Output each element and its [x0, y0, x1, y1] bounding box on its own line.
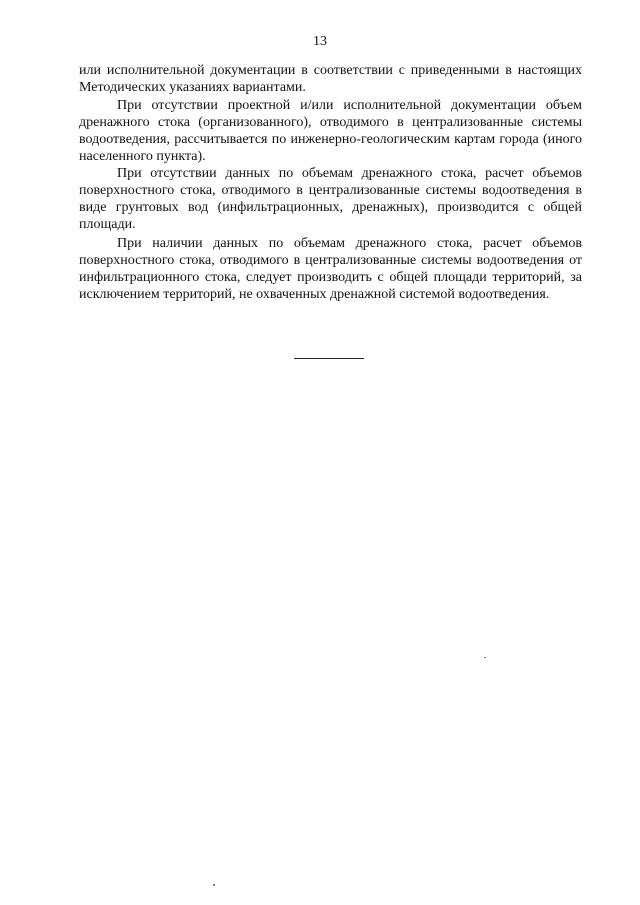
end-of-text-rule	[294, 358, 364, 359]
page-number: 13	[313, 34, 327, 49]
scan-speck	[484, 657, 486, 658]
scan-speck	[213, 884, 215, 886]
paragraph-with-drainage-data: При наличии данных по объемам дренажного стока, расчет объемов поверхностного стока, отводимого в централизованные системы водоотведения от инфильтрационного стока, следует производить с общей площади территорий, за исключением территорий, не охваченных дренажной системой водоотведения.	[79, 236, 582, 303]
paragraph-no-project-docs: При отсутствии проектной и/или исполнительной документации объем дренажного стока (организованного), отводимого в централизованные системы водоотведения, рассчитывается по инженерно-геологическим картам города (иного населенного пункта).	[79, 98, 582, 165]
paragraph-continuation: или исполнительной документации в соответствии с приведенными в настоящих Методических указаниях вариантами.	[79, 63, 582, 96]
paragraph-no-drainage-data: При отсутствии данных по объемам дренажного стока, расчет объемов поверхностного стока, отводимого в централизованные системы водоотведения в виде грунтовых вод (инфильтрационных, дренажных), производится с общей площади.	[79, 166, 582, 233]
